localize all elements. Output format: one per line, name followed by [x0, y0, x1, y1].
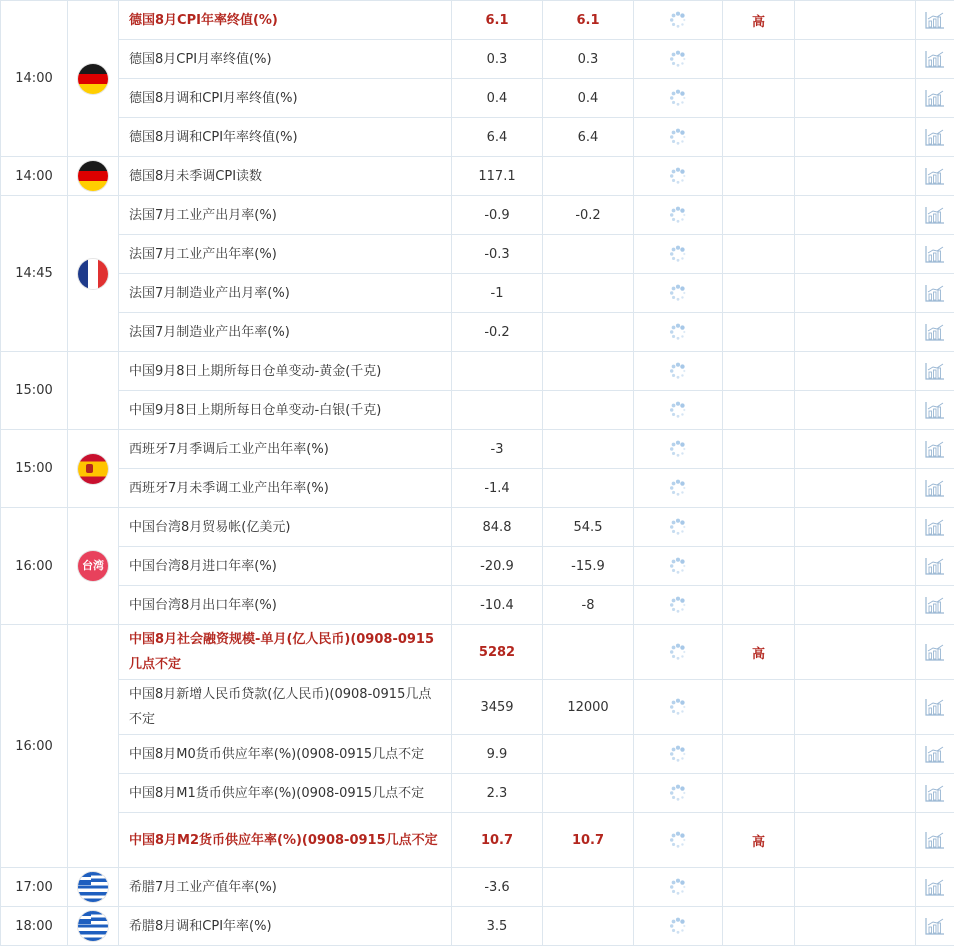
event-name: 希腊8月调和CPI年率(%)	[119, 907, 452, 946]
loading-spinner-icon	[669, 745, 687, 763]
previous-value: 3459	[452, 680, 543, 735]
previous-value: -3.6	[452, 868, 543, 907]
forecast-value	[543, 735, 634, 774]
importance-label	[723, 352, 795, 391]
loading-spinner-icon	[669, 245, 687, 263]
chart-link-cell[interactable]	[916, 469, 954, 508]
chart-icon[interactable]	[925, 167, 945, 185]
country-flag-cell	[68, 1, 119, 157]
event-row	[1, 813, 954, 868]
actual-value-cell	[634, 352, 723, 391]
actual-value-cell	[634, 79, 723, 118]
event-time: 14:00	[1, 1, 68, 157]
chart-icon[interactable]	[925, 323, 945, 341]
taiwan-flag-icon: 台湾	[78, 551, 108, 581]
country-flag-cell	[68, 196, 119, 352]
event-row	[1, 157, 954, 196]
country-flag-cell	[68, 352, 119, 430]
chart-link-cell[interactable]	[916, 274, 954, 313]
importance-label	[723, 868, 795, 907]
chart-link-cell[interactable]	[916, 813, 954, 868]
country-flag-cell	[68, 157, 119, 196]
event-name: 德国8月调和CPI月率终值(%)	[119, 79, 452, 118]
chart-link-cell[interactable]	[916, 625, 954, 680]
blank-cell	[795, 235, 916, 274]
blank-cell	[795, 1, 916, 40]
blank-cell	[795, 79, 916, 118]
blank-cell	[795, 680, 916, 735]
chart-link-cell[interactable]	[916, 118, 954, 157]
event-row	[1, 586, 954, 625]
importance-label	[723, 274, 795, 313]
chart-icon[interactable]	[925, 518, 945, 536]
importance-label	[723, 586, 795, 625]
event-row	[1, 40, 954, 79]
chart-icon[interactable]	[925, 89, 945, 107]
event-name: 德国8月未季调CPI读数	[119, 157, 452, 196]
event-name: 中国8月M0货币供应年率(%)(0908-0915几点不定	[119, 735, 452, 774]
blank-cell	[795, 813, 916, 868]
event-time: 17:00	[1, 868, 68, 907]
importance-label	[723, 157, 795, 196]
chart-link-cell[interactable]	[916, 547, 954, 586]
importance-label	[723, 547, 795, 586]
chart-icon[interactable]	[925, 479, 945, 497]
importance-label	[723, 118, 795, 157]
forecast-value	[543, 313, 634, 352]
event-name: 中国8月M1货币供应年率(%)(0908-0915几点不定	[119, 774, 452, 813]
greece-flag-icon	[78, 872, 108, 902]
actual-value-cell	[634, 391, 723, 430]
actual-value-cell	[634, 735, 723, 774]
importance-label	[723, 735, 795, 774]
event-time: 14:45	[1, 196, 68, 352]
event-time: 15:00	[1, 352, 68, 430]
previous-value	[452, 391, 543, 430]
importance-label	[723, 79, 795, 118]
forecast-value: -15.9	[543, 547, 634, 586]
event-name: 德国8月CPI年率终值(%)	[119, 1, 452, 40]
previous-value: 9.9	[452, 735, 543, 774]
blank-cell	[795, 40, 916, 79]
actual-value-cell	[634, 774, 723, 813]
loading-spinner-icon	[669, 89, 687, 107]
actual-value-cell	[634, 469, 723, 508]
event-row	[1, 1, 954, 40]
event-row	[1, 469, 954, 508]
previous-value: 6.4	[452, 118, 543, 157]
loading-spinner-icon	[669, 557, 687, 575]
previous-value: -20.9	[452, 547, 543, 586]
blank-cell	[795, 469, 916, 508]
chart-link-cell[interactable]	[916, 40, 954, 79]
loading-spinner-icon	[669, 50, 687, 68]
actual-value-cell	[634, 196, 723, 235]
blank-cell	[795, 352, 916, 391]
chart-icon[interactable]	[925, 245, 945, 263]
blank-cell	[795, 391, 916, 430]
previous-value: 3.5	[452, 907, 543, 946]
loading-spinner-icon	[669, 479, 687, 497]
country-flag-cell	[68, 868, 119, 907]
actual-value-cell	[634, 118, 723, 157]
previous-value	[452, 352, 543, 391]
chart-icon[interactable]	[925, 362, 945, 380]
forecast-value	[543, 274, 634, 313]
chart-icon[interactable]	[925, 643, 945, 661]
importance-label	[723, 508, 795, 547]
importance-label	[723, 235, 795, 274]
chart-link-cell[interactable]	[916, 196, 954, 235]
importance-label: 高	[723, 1, 795, 40]
chart-link-cell[interactable]	[916, 868, 954, 907]
event-row	[1, 547, 954, 586]
event-row	[1, 868, 954, 907]
actual-value-cell	[634, 547, 723, 586]
event-row	[1, 430, 954, 469]
forecast-value	[543, 391, 634, 430]
loading-spinner-icon	[669, 698, 687, 716]
country-flag-cell	[68, 508, 119, 625]
event-row	[1, 118, 954, 157]
chart-link-cell[interactable]	[916, 680, 954, 735]
germany-flag-icon	[78, 64, 108, 94]
blank-cell	[795, 196, 916, 235]
forecast-value: 10.7	[543, 813, 634, 868]
event-name: 中国8月新增人民币贷款(亿人民币)(0908-0915几点不定	[119, 680, 452, 735]
event-time: 16:00	[1, 625, 68, 868]
blank-cell	[795, 735, 916, 774]
forecast-value	[543, 235, 634, 274]
importance-label	[723, 40, 795, 79]
importance-label	[723, 774, 795, 813]
actual-value-cell	[634, 235, 723, 274]
chart-icon[interactable]	[925, 50, 945, 68]
previous-value: 0.4	[452, 79, 543, 118]
chart-icon[interactable]	[925, 557, 945, 575]
event-name: 德国8月调和CPI年率终值(%)	[119, 118, 452, 157]
blank-cell	[795, 430, 916, 469]
blank-cell	[795, 774, 916, 813]
chart-link-cell[interactable]	[916, 774, 954, 813]
event-name: 中国台湾8月贸易帐(亿美元)	[119, 508, 452, 547]
importance-label	[723, 680, 795, 735]
forecast-value: 0.3	[543, 40, 634, 79]
actual-value-cell	[634, 680, 723, 735]
loading-spinner-icon	[669, 440, 687, 458]
importance-label: 高	[723, 813, 795, 868]
previous-value: -1.4	[452, 469, 543, 508]
previous-value: 10.7	[452, 813, 543, 868]
chart-link-cell[interactable]	[916, 586, 954, 625]
blank-cell	[795, 274, 916, 313]
event-time: 15:00	[1, 430, 68, 508]
loading-spinner-icon	[669, 11, 687, 29]
forecast-value	[543, 907, 634, 946]
importance-label	[723, 469, 795, 508]
actual-value-cell	[634, 157, 723, 196]
actual-value-cell	[634, 508, 723, 547]
previous-value: -1	[452, 274, 543, 313]
france-flag-icon	[78, 259, 108, 289]
event-name: 中国台湾8月进口年率(%)	[119, 547, 452, 586]
event-name: 中国8月M2货币供应年率(%)(0908-0915几点不定	[119, 813, 452, 868]
event-row	[1, 735, 954, 774]
previous-value: 2.3	[452, 774, 543, 813]
previous-value: 84.8	[452, 508, 543, 547]
loading-spinner-icon	[669, 643, 687, 661]
previous-value: -3	[452, 430, 543, 469]
event-name: 法国7月制造业产出月率(%)	[119, 274, 452, 313]
actual-value-cell	[634, 274, 723, 313]
event-time: 18:00	[1, 907, 68, 946]
event-time: 16:00	[1, 508, 68, 625]
event-row	[1, 79, 954, 118]
previous-value: 5282	[452, 625, 543, 680]
blank-cell	[795, 586, 916, 625]
importance-label	[723, 196, 795, 235]
blank-cell	[795, 157, 916, 196]
forecast-value: 12000	[543, 680, 634, 735]
chart-link-cell[interactable]	[916, 313, 954, 352]
germany-flag-icon	[78, 161, 108, 191]
forecast-value	[543, 625, 634, 680]
chart-icon[interactable]	[925, 11, 945, 29]
event-row	[1, 774, 954, 813]
chart-link-cell[interactable]	[916, 235, 954, 274]
event-row	[1, 391, 954, 430]
chart-link-cell[interactable]	[916, 508, 954, 547]
chart-icon[interactable]	[925, 284, 945, 302]
blank-cell	[795, 313, 916, 352]
chart-link-cell[interactable]	[916, 735, 954, 774]
importance-label	[723, 430, 795, 469]
chart-link-cell[interactable]	[916, 907, 954, 946]
chart-icon[interactable]	[925, 440, 945, 458]
chart-link-cell[interactable]	[916, 1, 954, 40]
forecast-value: 6.4	[543, 118, 634, 157]
country-flag-cell	[68, 907, 119, 946]
loading-spinner-icon	[669, 323, 687, 341]
loading-spinner-icon	[669, 596, 687, 614]
chart-icon[interactable]	[925, 878, 945, 896]
event-row	[1, 508, 954, 547]
actual-value-cell	[634, 313, 723, 352]
previous-value: -10.4	[452, 586, 543, 625]
loading-spinner-icon	[669, 167, 687, 185]
forecast-value	[543, 157, 634, 196]
event-name: 法国7月工业产出月率(%)	[119, 196, 452, 235]
forecast-value: 0.4	[543, 79, 634, 118]
previous-value: 0.3	[452, 40, 543, 79]
blank-cell	[795, 118, 916, 157]
forecast-value	[543, 430, 634, 469]
actual-value-cell	[634, 868, 723, 907]
forecast-value	[543, 868, 634, 907]
loading-spinner-icon	[669, 917, 687, 935]
previous-value: 117.1	[452, 157, 543, 196]
forecast-value	[543, 469, 634, 508]
loading-spinner-icon	[669, 128, 687, 146]
chart-link-cell[interactable]	[916, 157, 954, 196]
importance-label	[723, 313, 795, 352]
actual-value-cell	[634, 40, 723, 79]
event-name: 中国8月社会融资规模-单月(亿人民币)(0908-0915几点不定	[119, 625, 452, 680]
previous-value: -0.9	[452, 196, 543, 235]
spain-flag-icon	[78, 454, 108, 484]
loading-spinner-icon	[669, 206, 687, 224]
event-name: 西班牙7月季调后工业产出年率(%)	[119, 430, 452, 469]
chart-link-cell[interactable]	[916, 352, 954, 391]
previous-value: -0.2	[452, 313, 543, 352]
actual-value-cell	[634, 586, 723, 625]
loading-spinner-icon	[669, 284, 687, 302]
chart-icon[interactable]	[925, 784, 945, 802]
loading-spinner-icon	[669, 831, 687, 849]
event-name: 中国9月8日上期所每日仓单变动-白银(千克)	[119, 391, 452, 430]
event-name: 希腊7月工业产值年率(%)	[119, 868, 452, 907]
event-time: 14:00	[1, 157, 68, 196]
actual-value-cell	[634, 430, 723, 469]
chart-icon[interactable]	[925, 831, 945, 849]
blank-cell	[795, 868, 916, 907]
actual-value-cell	[634, 907, 723, 946]
blank-cell	[795, 625, 916, 680]
importance-label	[723, 391, 795, 430]
chart-icon[interactable]	[925, 698, 945, 716]
country-flag-cell	[68, 430, 119, 508]
event-row	[1, 274, 954, 313]
chart-icon[interactable]	[925, 206, 945, 224]
blank-cell	[795, 907, 916, 946]
forecast-value: -0.2	[543, 196, 634, 235]
event-row	[1, 625, 954, 680]
blank-cell	[795, 547, 916, 586]
chart-icon[interactable]	[925, 917, 945, 935]
forecast-value: 54.5	[543, 508, 634, 547]
chart-link-cell[interactable]	[916, 430, 954, 469]
forecast-value	[543, 352, 634, 391]
event-row	[1, 907, 954, 946]
forecast-value: 6.1	[543, 1, 634, 40]
event-row	[1, 196, 954, 235]
country-flag-cell	[68, 625, 119, 868]
event-row	[1, 352, 954, 391]
event-name: 德国8月CPI月率终值(%)	[119, 40, 452, 79]
actual-value-cell	[634, 1, 723, 40]
forecast-value: -8	[543, 586, 634, 625]
event-name: 法国7月制造业产出年率(%)	[119, 313, 452, 352]
event-name: 中国9月8日上期所每日仓单变动-黄金(千克)	[119, 352, 452, 391]
loading-spinner-icon	[669, 878, 687, 896]
importance-label	[723, 907, 795, 946]
chart-link-cell[interactable]	[916, 79, 954, 118]
event-row	[1, 313, 954, 352]
importance-label: 高	[723, 625, 795, 680]
loading-spinner-icon	[669, 784, 687, 802]
loading-spinner-icon	[669, 518, 687, 536]
event-name: 中国台湾8月出口年率(%)	[119, 586, 452, 625]
chart-icon[interactable]	[925, 596, 945, 614]
chart-icon[interactable]	[925, 128, 945, 146]
actual-value-cell	[634, 625, 723, 680]
forecast-value	[543, 774, 634, 813]
event-row	[1, 680, 954, 735]
event-name: 西班牙7月未季调工业产出年率(%)	[119, 469, 452, 508]
event-name: 法国7月工业产出年率(%)	[119, 235, 452, 274]
chart-icon[interactable]	[925, 401, 945, 419]
previous-value: -0.3	[452, 235, 543, 274]
calendar-body	[1, 1, 954, 946]
actual-value-cell	[634, 813, 723, 868]
chart-icon[interactable]	[925, 745, 945, 763]
loading-spinner-icon	[669, 401, 687, 419]
previous-value: 6.1	[452, 1, 543, 40]
event-row	[1, 235, 954, 274]
chart-link-cell[interactable]	[916, 391, 954, 430]
loading-spinner-icon	[669, 362, 687, 380]
blank-cell	[795, 508, 916, 547]
